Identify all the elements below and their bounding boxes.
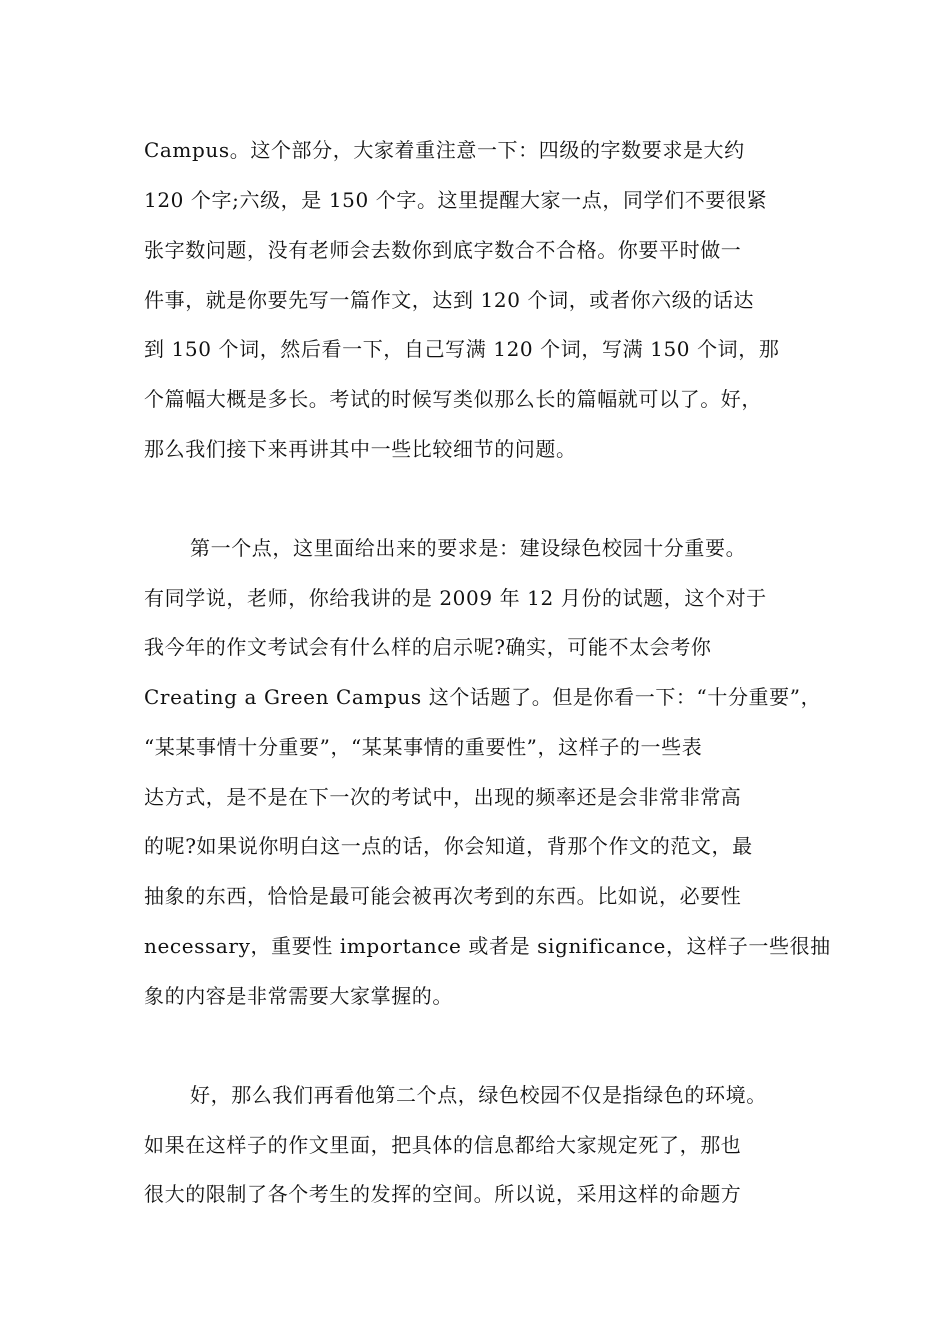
paragraph-1-line-1: Campus。这个部分，大家着重注意一下：四级的字数要求是大约: [144, 138, 745, 162]
paragraph-1-line-5: 到 150 个词，然后看一下，自己写满 120 个词，写满 150 个词，那: [144, 337, 780, 361]
paragraph-2-line-10: 象的内容是非常需要大家掌握的。: [144, 984, 453, 1008]
paragraph-1-line-2: 120 个字;六级，是 150 个字。这里提醒大家一点，同学们不要很紧: [144, 188, 768, 212]
paragraph-2-line-3: 我今年的作文考试会有什么样的启示呢?确实，可能不太会考你: [144, 635, 712, 659]
paragraph-2-line-8: 抽象的东西，恰恰是最可能会被再次考到的东西。比如说，必要性: [144, 884, 742, 908]
paragraph-2-line-2: 有同学说，老师，你给我讲的是 2009 年 12 月份的试题，这个对于: [144, 586, 767, 610]
paragraph-2-line-9: necessary，重要性 importance 或者是 significance，这样子一些很抽: [144, 934, 831, 958]
paragraph-2-line-6: 达方式，是不是在下一次的考试中，出现的频率还是会非常非常高: [144, 785, 742, 809]
paragraph-2-line-4: Creating a Green Campus 这个话题了。但是你看一下：“十分重要”，: [144, 685, 822, 709]
paragraph-3-line-2: 如果在这样子的作文里面，把具体的信息都给大家规定死了，那也: [144, 1133, 742, 1157]
paragraph-1-line-4: 件事，就是你要先写一篇作文，达到 120 个词，或者你六级的话达: [144, 288, 755, 312]
paragraph-1-line-6: 个篇幅大概是多长。考试的时候写类似那么长的篇幅就可以了。好，: [144, 387, 762, 411]
paragraph-2-line-1: 第一个点，这里面给出来的要求是：建设绿色校园十分重要。: [190, 536, 747, 560]
paragraph-3-line-3: 很大的限制了各个考生的发挥的空间。所以说，采用这样的命题方: [144, 1182, 742, 1206]
paragraph-2-line-7: 的呢?如果说你明白这一点的话，你会知道，背那个作文的范文，最: [144, 834, 753, 858]
paragraph-1-line-3: 张字数问题，没有老师会去数你到底字数合不合格。你要平时做一: [144, 238, 742, 262]
paragraph-1-line-7: 那么我们接下来再讲其中一些比较细节的问题。: [144, 437, 577, 461]
paragraph-3-line-1: 好，那么我们再看他第二个点，绿色校园不仅是指绿色的环境。: [190, 1083, 767, 1107]
paragraph-2-line-5: “某某事情十分重要”，“某某事情的重要性”，这样子的一些表: [144, 735, 703, 759]
